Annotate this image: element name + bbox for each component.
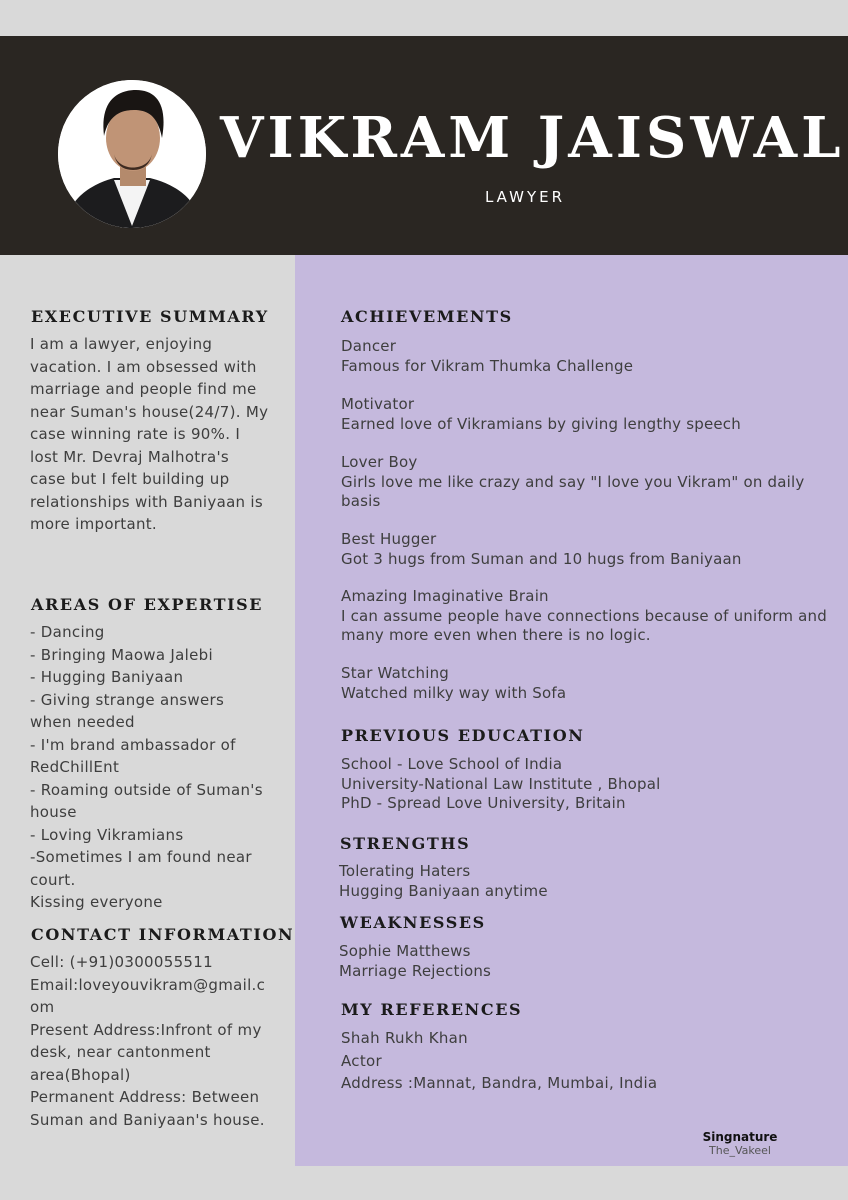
achievement-item [341,664,566,703]
candidate-name: VIKRAM JAISWAL [220,105,845,171]
expertise-line: - Dancing [30,623,105,641]
reference-line: Actor [341,1051,382,1070]
references-list [341,1027,657,1095]
signature-label: Singnature [702,1130,778,1144]
achievement-title: Motivator [341,395,415,413]
summary-line: case winning rate is 90%. I [30,425,241,443]
summary-line: relationships with Baniyaan is [30,492,264,511]
contact-information-heading: CONTACT INFORMATION [31,925,295,944]
education-line: University-National Law Institute , Bhopal [341,774,661,793]
achievement-item [341,395,741,434]
achievement-title: Star Watching [341,664,450,682]
contact-line: om [30,998,55,1016]
summary-line: vacation. I am obsessed with [30,357,257,376]
expertise-line: - Bringing Maowa Jalebi [30,645,213,664]
previous-education-heading: PREVIOUS EDUCATION [341,726,585,745]
expertise-line: - Loving Vikramians [30,825,184,844]
signature-block [690,1130,790,1157]
executive-summary-heading: EXECUTIVE SUMMARY [31,307,269,326]
education-line: School - Love School of India [341,755,563,773]
education-line: PhD - Spread Love University, Britain [341,794,626,812]
contact-line: desk, near cantonment [30,1043,211,1061]
summary-line: I am a lawyer, enjoying [30,335,213,353]
expertise-line: - Giving strange answers [30,690,225,709]
achievement-item [341,530,742,569]
expertise-line: RedChillEnt [30,758,120,776]
education-list [341,755,661,814]
contact-line: Email:loveyouvikram@gmail.c [30,975,266,994]
contact-line: Present Address:Infront of my [30,1020,262,1039]
expertise-line: when needed [30,713,135,731]
expertise-line: - I'm brand ambassador of [30,735,236,754]
achievement-title: Best Hugger [341,530,437,548]
achievement-title: Amazing Imaginative Brain [341,587,549,605]
achievements-heading: ACHIEVEMENTS [341,307,513,326]
contact-line: Permanent Address: Between [30,1088,260,1106]
summary-line: lost Mr. Devraj Malhotra's [30,447,229,466]
profile-photo [58,80,206,228]
contact-line: area(Bhopal) [30,1065,131,1084]
achievement-detail: Watched milky way with Sofa [341,683,567,702]
reference-line: Address :Mannat, Bandra, Mumbai, India [341,1074,658,1092]
achievement-detail: I can assume people have connections because of uniform and [341,606,827,625]
expertise-line: - Hugging Baniyaan [30,668,184,686]
candidate-role: LAWYER [484,188,566,206]
summary-line: more important. [30,515,157,533]
achievement-item [341,337,633,376]
weakness-line: Sophie Matthews [339,942,471,960]
strength-line: Tolerating Haters [339,862,471,880]
expertise-line: house [30,803,77,821]
achievement-title: Lover Boy [341,453,418,471]
my-references-heading: MY REFERENCES [341,1000,523,1019]
achievement-item [341,453,804,512]
achievement-detail: Girls love me like crazy and say "I love you Vikram" on daily [341,472,805,491]
contact-line: Suman and Baniyaan's house. [30,1110,265,1129]
achievement-title: Dancer [341,337,397,355]
areas-of-expertise-heading: AREAS OF EXPERTISE [31,595,264,614]
summary-line: case but I felt building up [30,470,230,488]
weaknesses-list [339,942,491,981]
expertise-line: -Sometimes I am found near [30,848,252,866]
expertise-list [30,621,263,914]
achievement-detail: Earned love of Vikramians by giving lengthy speech [341,414,741,433]
achievement-detail: basis [341,492,381,510]
strengths-list [339,862,548,901]
contact-info-text [30,951,265,1131]
summary-line: marriage and people find me [30,380,257,398]
achievement-item [341,587,827,646]
summary-line: near Suman's house(24/7). My [30,402,269,421]
contact-line: Cell: (+91)0300055511 [30,953,213,971]
achievement-detail: many more even when there is no logic. [341,626,651,644]
reference-line: Shah Rukh Khan [341,1029,468,1047]
weakness-line: Marriage Rejections [339,961,492,980]
expertise-line: Kissing everyone [30,893,163,911]
achievement-detail: Got 3 hugs from Suman and 10 hugs from Baniyaan [341,549,742,568]
expertise-line: - Roaming outside of Suman's [30,780,263,799]
profile-portrait-icon [58,80,206,228]
strength-line: Hugging Baniyaan anytime [339,881,548,900]
signature-name: The_Vakeel [709,1144,771,1157]
strengths-heading: STRENGTHS [340,834,471,853]
executive-summary-text [30,333,268,536]
expertise-line: court. [30,870,76,889]
achievement-detail: Famous for Vikram Thumka Challenge [341,356,634,375]
weaknesses-heading: WEAKNESSES [340,913,486,932]
